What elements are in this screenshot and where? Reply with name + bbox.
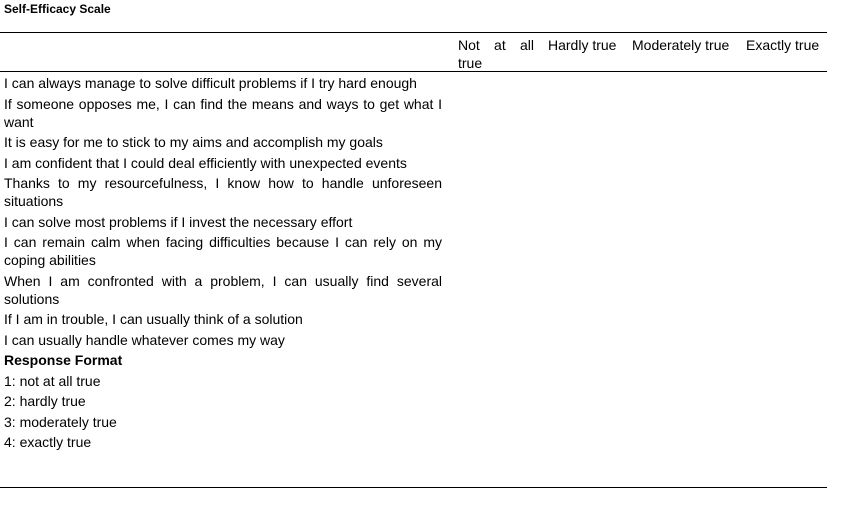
response-format-option: 3: moderately true [4,413,117,430]
scale-item: I can remain calm when facing difficulties because I can rely on my coping abilities [4,234,442,268]
scale-item: I can solve most problems if I invest the necessary effort [4,213,353,230]
table-title: Self-Efficacy Scale [4,2,111,16]
response-format-heading: Response Format [4,352,123,368]
scale-item: It is easy for me to stick to my aims and accomplish my goals [4,134,383,150]
scale-item: Thanks to my resourcefulness, I know how to handle unforeseen situations [4,175,442,209]
scale-item: I can usually handle whatever comes my way [4,331,285,348]
response-format-option: 1: not at all true [4,372,101,389]
scale-item: I can always manage to solve difficult problems if I try hard enough [4,75,417,91]
response-format-option: 4: exactly true [4,434,92,450]
header-bottom-rule [0,71,827,72]
scale-items [4,74,442,454]
column-header-hardly-true: Hardly true [548,37,617,53]
table-bottom-rule [0,487,827,488]
table-top-rule [0,32,827,33]
column-header-not-at-all-true: Not at all true [458,37,534,71]
response-format-option: 2: hardly true [4,393,86,409]
column-header-exactly-true: Exactly true [746,37,820,53]
scale-item: When I am confronted with a problem, I can usually find several solutions [4,272,442,307]
column-header-moderately-true: Moderately true [632,37,730,53]
scale-item: I am confident that I could deal efficiently with unexpected events [4,154,407,171]
scale-item: If someone opposes me, I can find the means and ways to get what I want [4,95,442,130]
scale-item: If I am in trouble, I can usually think of a solution [4,311,303,327]
